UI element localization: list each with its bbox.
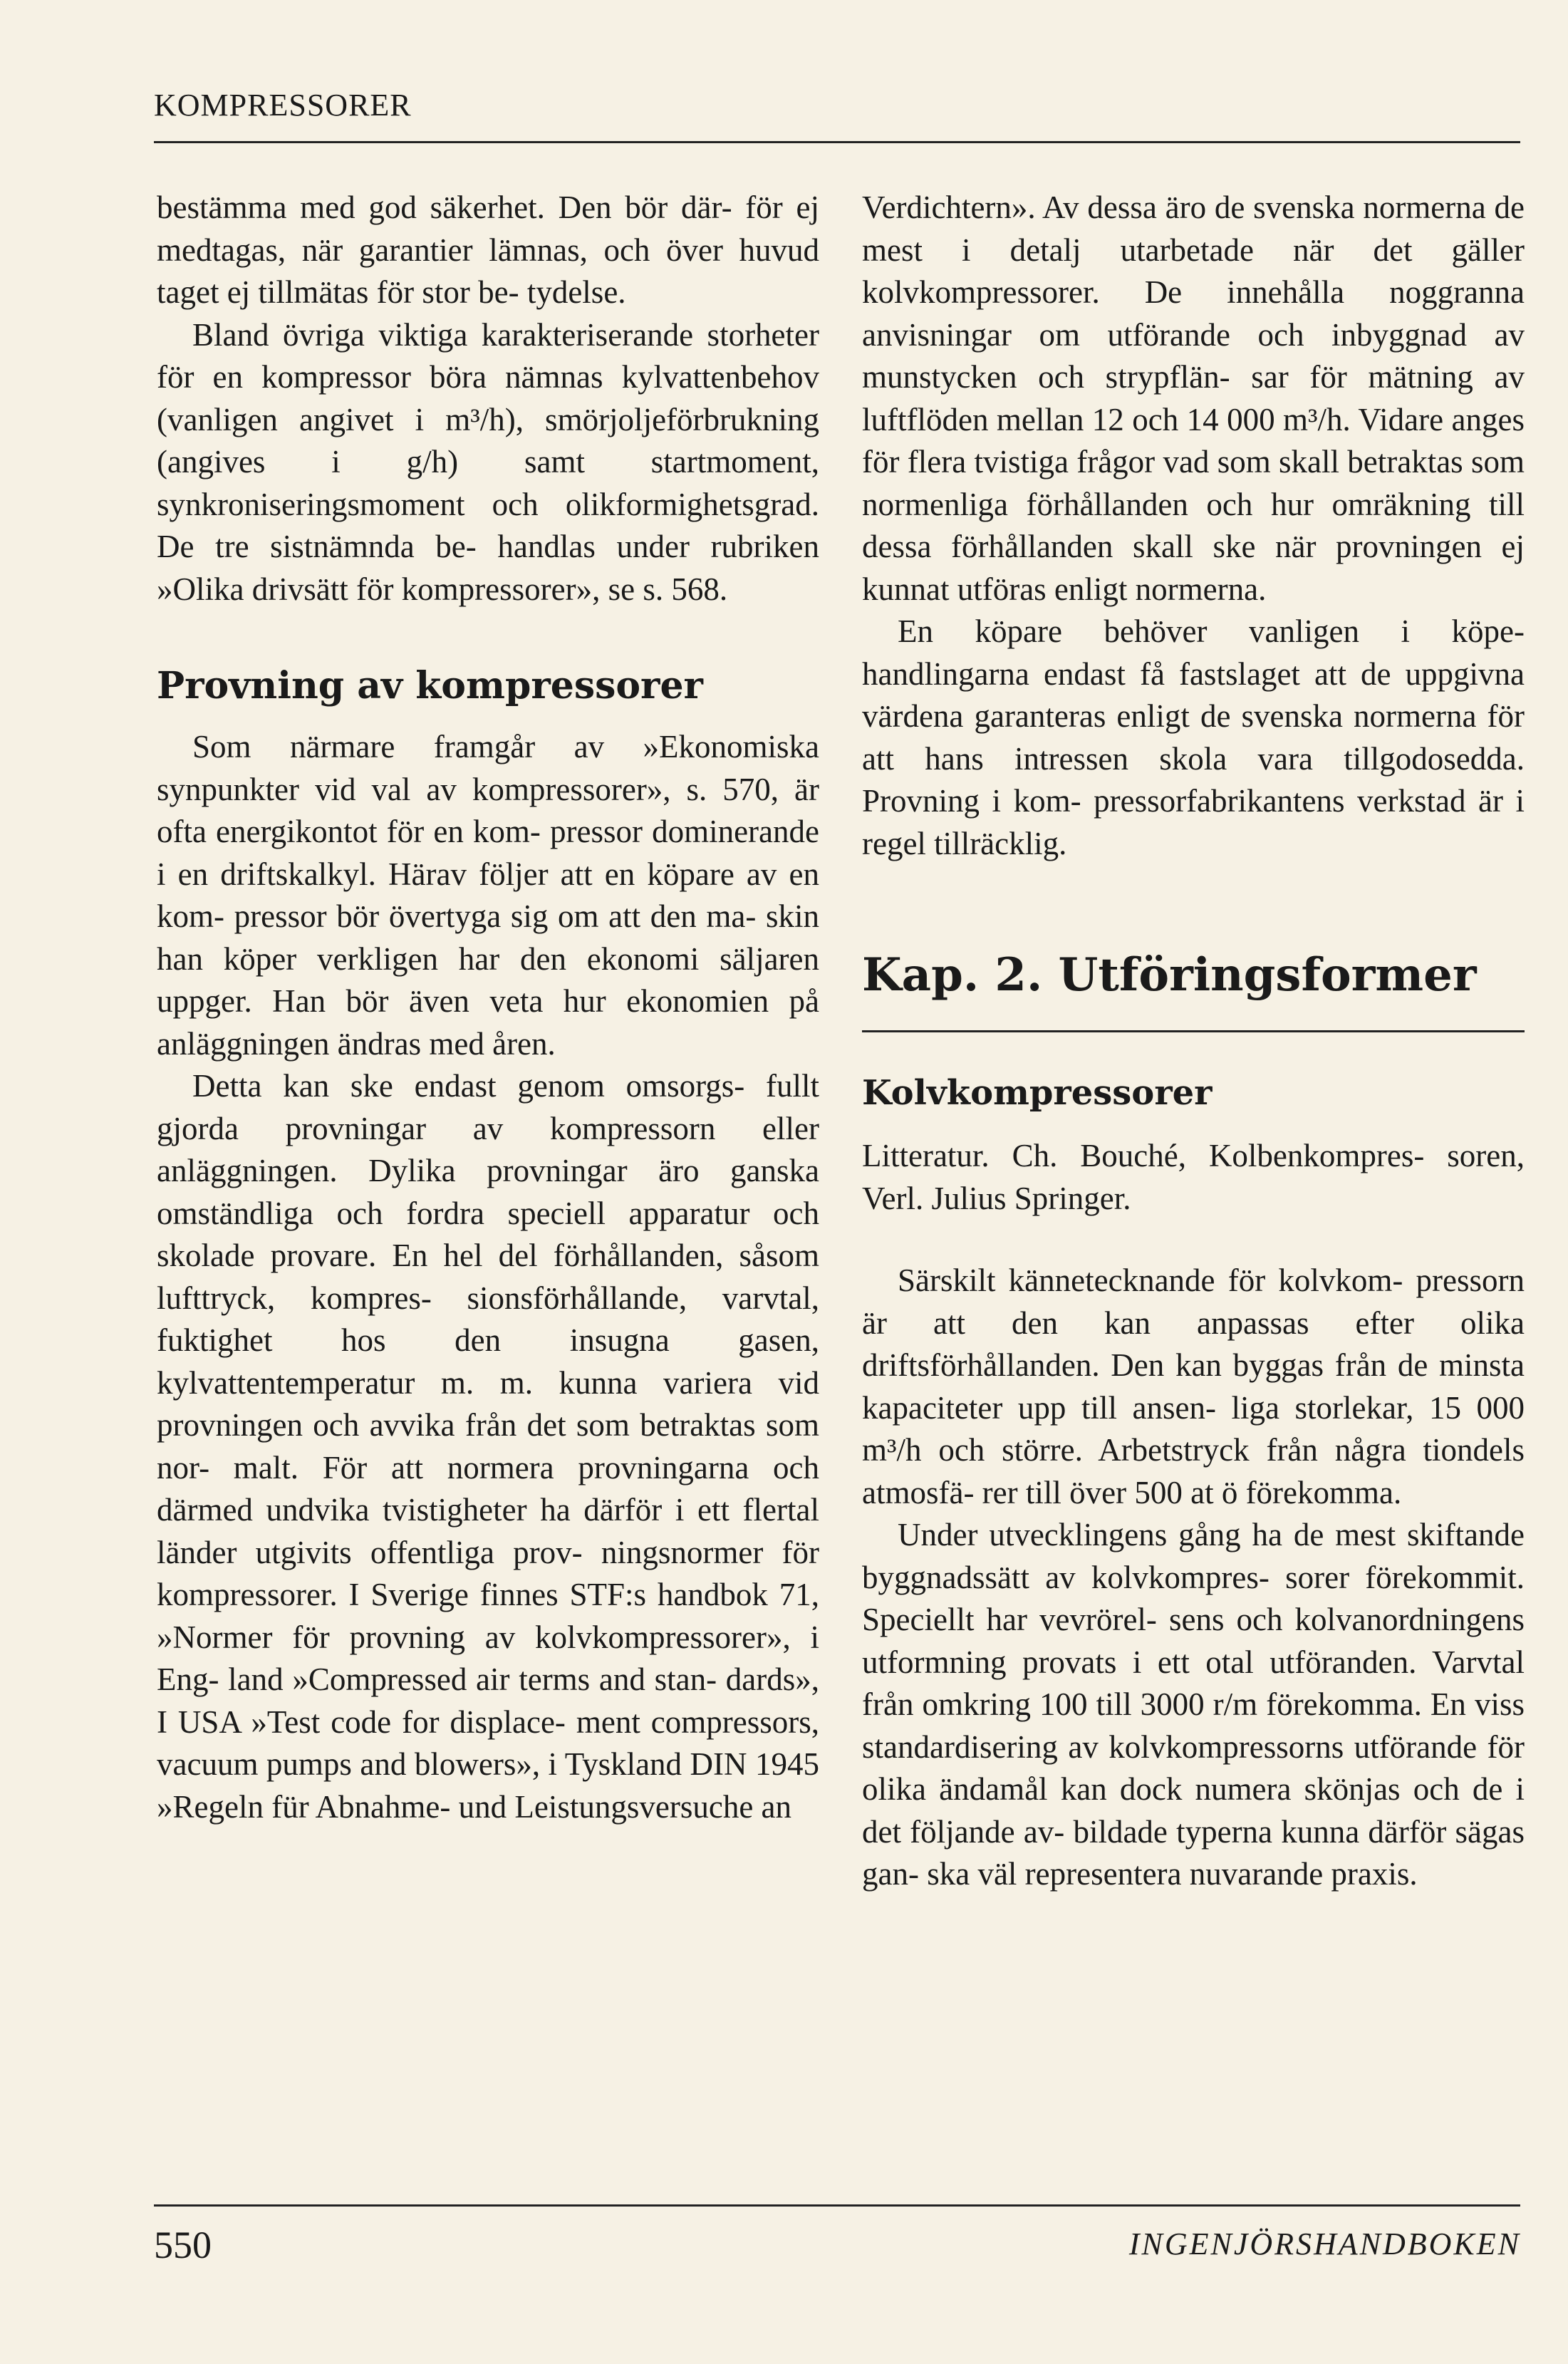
left-column	[157, 187, 819, 1828]
book-title: INGENJÖRSHANDBOKEN	[1128, 2226, 1521, 2261]
footer-rule	[154, 2204, 1520, 2207]
running-head: KOMPRESSORER	[154, 88, 412, 123]
paragraph: Som närmare framgår av »Ekonomiska synpunkter vid val av kompressorer», s. 570, är ofta energikontot för en kom- pressor dominerande i en driftskalkyl. Härav följer att en köpare av en kom- pressor bör övertyga sig om att den ma- skin han köper verkligen har den ekonomi säljaren uppger. Han bör även veta hur ekonomien på anläggningen ändras med åren.	[157, 729, 819, 1062]
paragraph: Detta kan ske endast genom omsorgs- fullt gjorda provningar av kompressorn eller anläggningen. Dylika provningar äro ganska omständliga och fordra speciell apparatur och skolade provare. En hel del förhållanden, såsom lufttryck, kompres- sionsförhållande, varvtal, fuktighet hos den insugna gasen, kylvattentemperatur m. m. kunna variera vid provningen och avvika från det som betraktas som nor- malt. För att normera provningarna och därmed undvika tvistigheter ha därför i ett flertal länder utgivits offentliga prov- ningsnormer för kompressorer. I Sverige finnes STF:s handbok 71, »Normer för provning av kolvkompressorer», i Eng- land »Compressed air terms and stan- dards», I USA »Test code for displace- ment compressors, vacuum pumps and blowers», i Tyskland DIN 1945 »Regeln für Abnahme- und Leistungsversuche an	[157, 1068, 819, 1825]
right-column	[862, 187, 1525, 1896]
paragraph: bestämma med god säkerhet. Den bör där- för ej medtagas, när garantier lämnas, och över huvud taget ej tillmätas för stor be- tydelse.	[157, 190, 819, 310]
paragraph: Särskilt kännetecknande för kolvkom- pressorn är att den kan anpassas efter olika driftsförhållanden. Den kan byggas från de minsta kapaciteter upp till ansen- liga storlekar, 15 000 m³/h och större. Arbetstryck från några tiondels atmosfä- rer till över 500 at ö förekomma.	[862, 1263, 1525, 1510]
chapter-rule	[862, 1030, 1525, 1032]
page-number: 550	[154, 2224, 212, 2266]
section-heading: Provning av kompressorer	[157, 664, 703, 707]
paragraph: Verdichtern». Av dessa äro de svenska normerna de mest i detalj utarbetade när det gäller kolvkompressorer. De innehålla noggranna anvisningar om utförande och inbyggnad av munstycken och strypflän- sar för mätning av luftflöden mellan 12 och 14 000 m³/h. Vidare anges för flera tvistiga frågor vad som skall betraktas som normenliga förhållanden och hur omräkning till dessa förhållanden skall ske när provningen ej kunnat utföras enligt normerna.	[862, 190, 1525, 607]
literature-reference: Litteratur. Ch. Bouché, Kolbenkompres- soren, Verl. Julius Springer.	[862, 1138, 1525, 1216]
header-rule	[154, 141, 1520, 143]
paragraph: En köpare behöver vanligen i köpe- handlingarna endast få fastslaget att de uppgivna värdena garanteras enligt de svenska normerna för att hans intressen skola vara tillgodosedda. Provning i kom- pressorfabrikantens verkstad är i regel tillräcklig.	[862, 613, 1525, 861]
chapter-heading: Kap. 2. Utföringsformer	[862, 948, 1477, 1002]
paragraph: Bland övriga viktiga karakteriserande storheter för en kompressor böra nämnas kylvattenbehov (vanligen angivet i m³/h), smörjoljeförbrukning (angives i g/h) samt startmoment, synkroniseringsmoment och olikformighetsgrad. De tre sistnämnda be- handlas under rubriken »Olika drivsätt för kompressorer», se s. 568.	[157, 316, 819, 607]
subsection-heading: Kolvkompressorer	[862, 1073, 1213, 1113]
paragraph: Under utvecklingens gång ha de mest skiftande byggnadssätt av kolvkompres- sorer förekommit. Speciellt har vevrörel- sens och kolvanordningens utformning provats i ett otal utföranden. Varvtal från omkring 100 till 3000 r/m förekomma. En viss standardisering av kolvkompressorns utförande för olika ändamål kan dock numera skönjas och de i det följande av- bildade typerna kunna därför sägas gan- ska väl representera nuvarande praxis.	[862, 1517, 1525, 1892]
